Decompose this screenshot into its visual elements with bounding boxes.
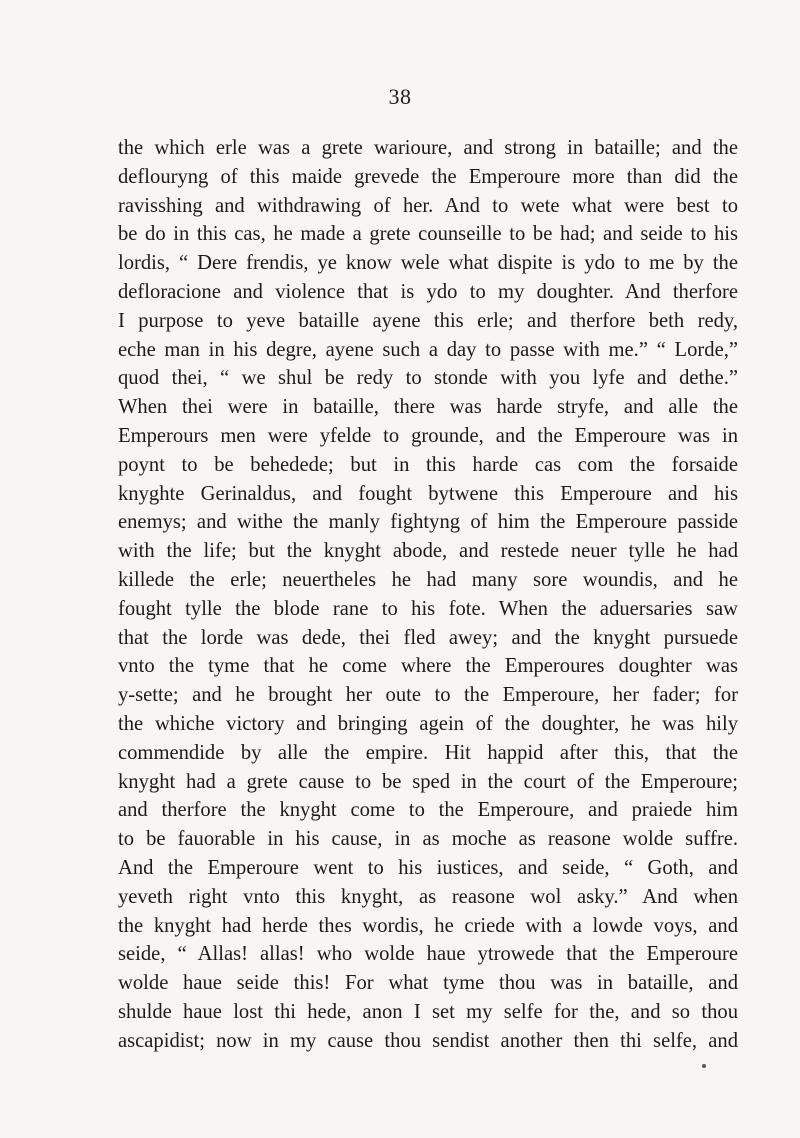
text-line: seide, “ Allas! allas! who wolde haue ytrowede that the Emperoure bbox=[118, 943, 738, 966]
text-line: enemys; and withe the manly fightyng of him the Emperoure passide bbox=[118, 511, 738, 534]
text-line: knyghte Gerinaldus, and fought bytwene this Emperoure and his bbox=[118, 482, 738, 505]
text-line: eche man in his degre, ayene such a day to passe with me.” “ Lorde,” bbox=[118, 338, 738, 361]
text-line: Emperours men were yfelde to grounde, and the Emperoure was in bbox=[118, 424, 738, 447]
text-line: shulde haue lost thi hede, anon I set my selfe for the, and so thou bbox=[118, 1000, 738, 1023]
text-line: to be fauorable in his cause, in as moche as reasone wolde suffre. bbox=[118, 828, 738, 851]
text-line: yeveth right vnto this knyght, as reasone wol asky.” And when bbox=[118, 885, 738, 908]
page-speck bbox=[702, 1064, 706, 1068]
text-line: ravisshing and withdrawing of her. And to wete what were best to bbox=[118, 194, 738, 217]
text-line: be do in this cas, he made a grete counseille to be had; and seide to his bbox=[118, 223, 738, 246]
text-line: knyght had a grete cause to be sped in the court of the Emperoure; bbox=[118, 770, 738, 793]
text-line: the knyght had herde thes wordis, he criede with a lowde voys, and bbox=[118, 914, 738, 937]
text-line: fought tylle the blode rane to his fote. When the aduersaries saw bbox=[118, 597, 738, 620]
text-line: And the Emperoure went to his iustices, and seide, “ Goth, and bbox=[118, 856, 738, 879]
text-line: ascapidist; now in my cause thou sendist another then thi selfe, and bbox=[118, 1029, 738, 1052]
text-line: quod thei, “ we shul be redy to stonde with you lyfe and dethe.” bbox=[118, 367, 738, 390]
text-line: When thei were in bataille, there was harde stryfe, and alle the bbox=[118, 396, 738, 419]
text-line: defloracione and violence that is ydo to my doughter. And therfore bbox=[118, 280, 738, 303]
text-line: deflouryng of this maide grevede the Emperoure more than did the bbox=[118, 165, 738, 188]
text-line: wolde haue seide this! For what tyme thou was in bataille, and bbox=[118, 972, 738, 995]
text-line: the whiche victory and bringing agein of the doughter, he was hily bbox=[118, 712, 738, 735]
text-line: lordis, “ Dere frendis, ye know wele what dispite is ydo to me by the bbox=[118, 252, 738, 275]
text-line: commendide by alle the empire. Hit happid after this, that the bbox=[118, 741, 738, 764]
text-line: poynt to be behedede; but in this harde cas com the forsaide bbox=[118, 453, 738, 476]
text-line: and therfore the knyght come to the Emperoure, and praiede him bbox=[118, 799, 738, 822]
text-line: I purpose to yeve bataille ayene this erle; and therfore beth redy, bbox=[118, 309, 738, 332]
body-text bbox=[118, 134, 738, 1056]
text-line: with the life; but the knyght abode, and restede neuer tylle he had bbox=[118, 540, 738, 563]
text-line: the which erle was a grete warioure, and strong in bataille; and the bbox=[118, 137, 738, 159]
text-line: killede the erle; neuertheles he had many sore woundis, and he bbox=[118, 568, 738, 591]
page-number: 38 bbox=[388, 84, 412, 109]
text-line: vnto the tyme that he come where the Emperoures doughter was bbox=[118, 655, 738, 678]
text-line: that the lorde was dede, thei fled awey; and the knyght pursuede bbox=[118, 626, 738, 649]
text-line: y-sette; and he brought her oute to the Emperoure, her fader; for bbox=[118, 684, 738, 707]
